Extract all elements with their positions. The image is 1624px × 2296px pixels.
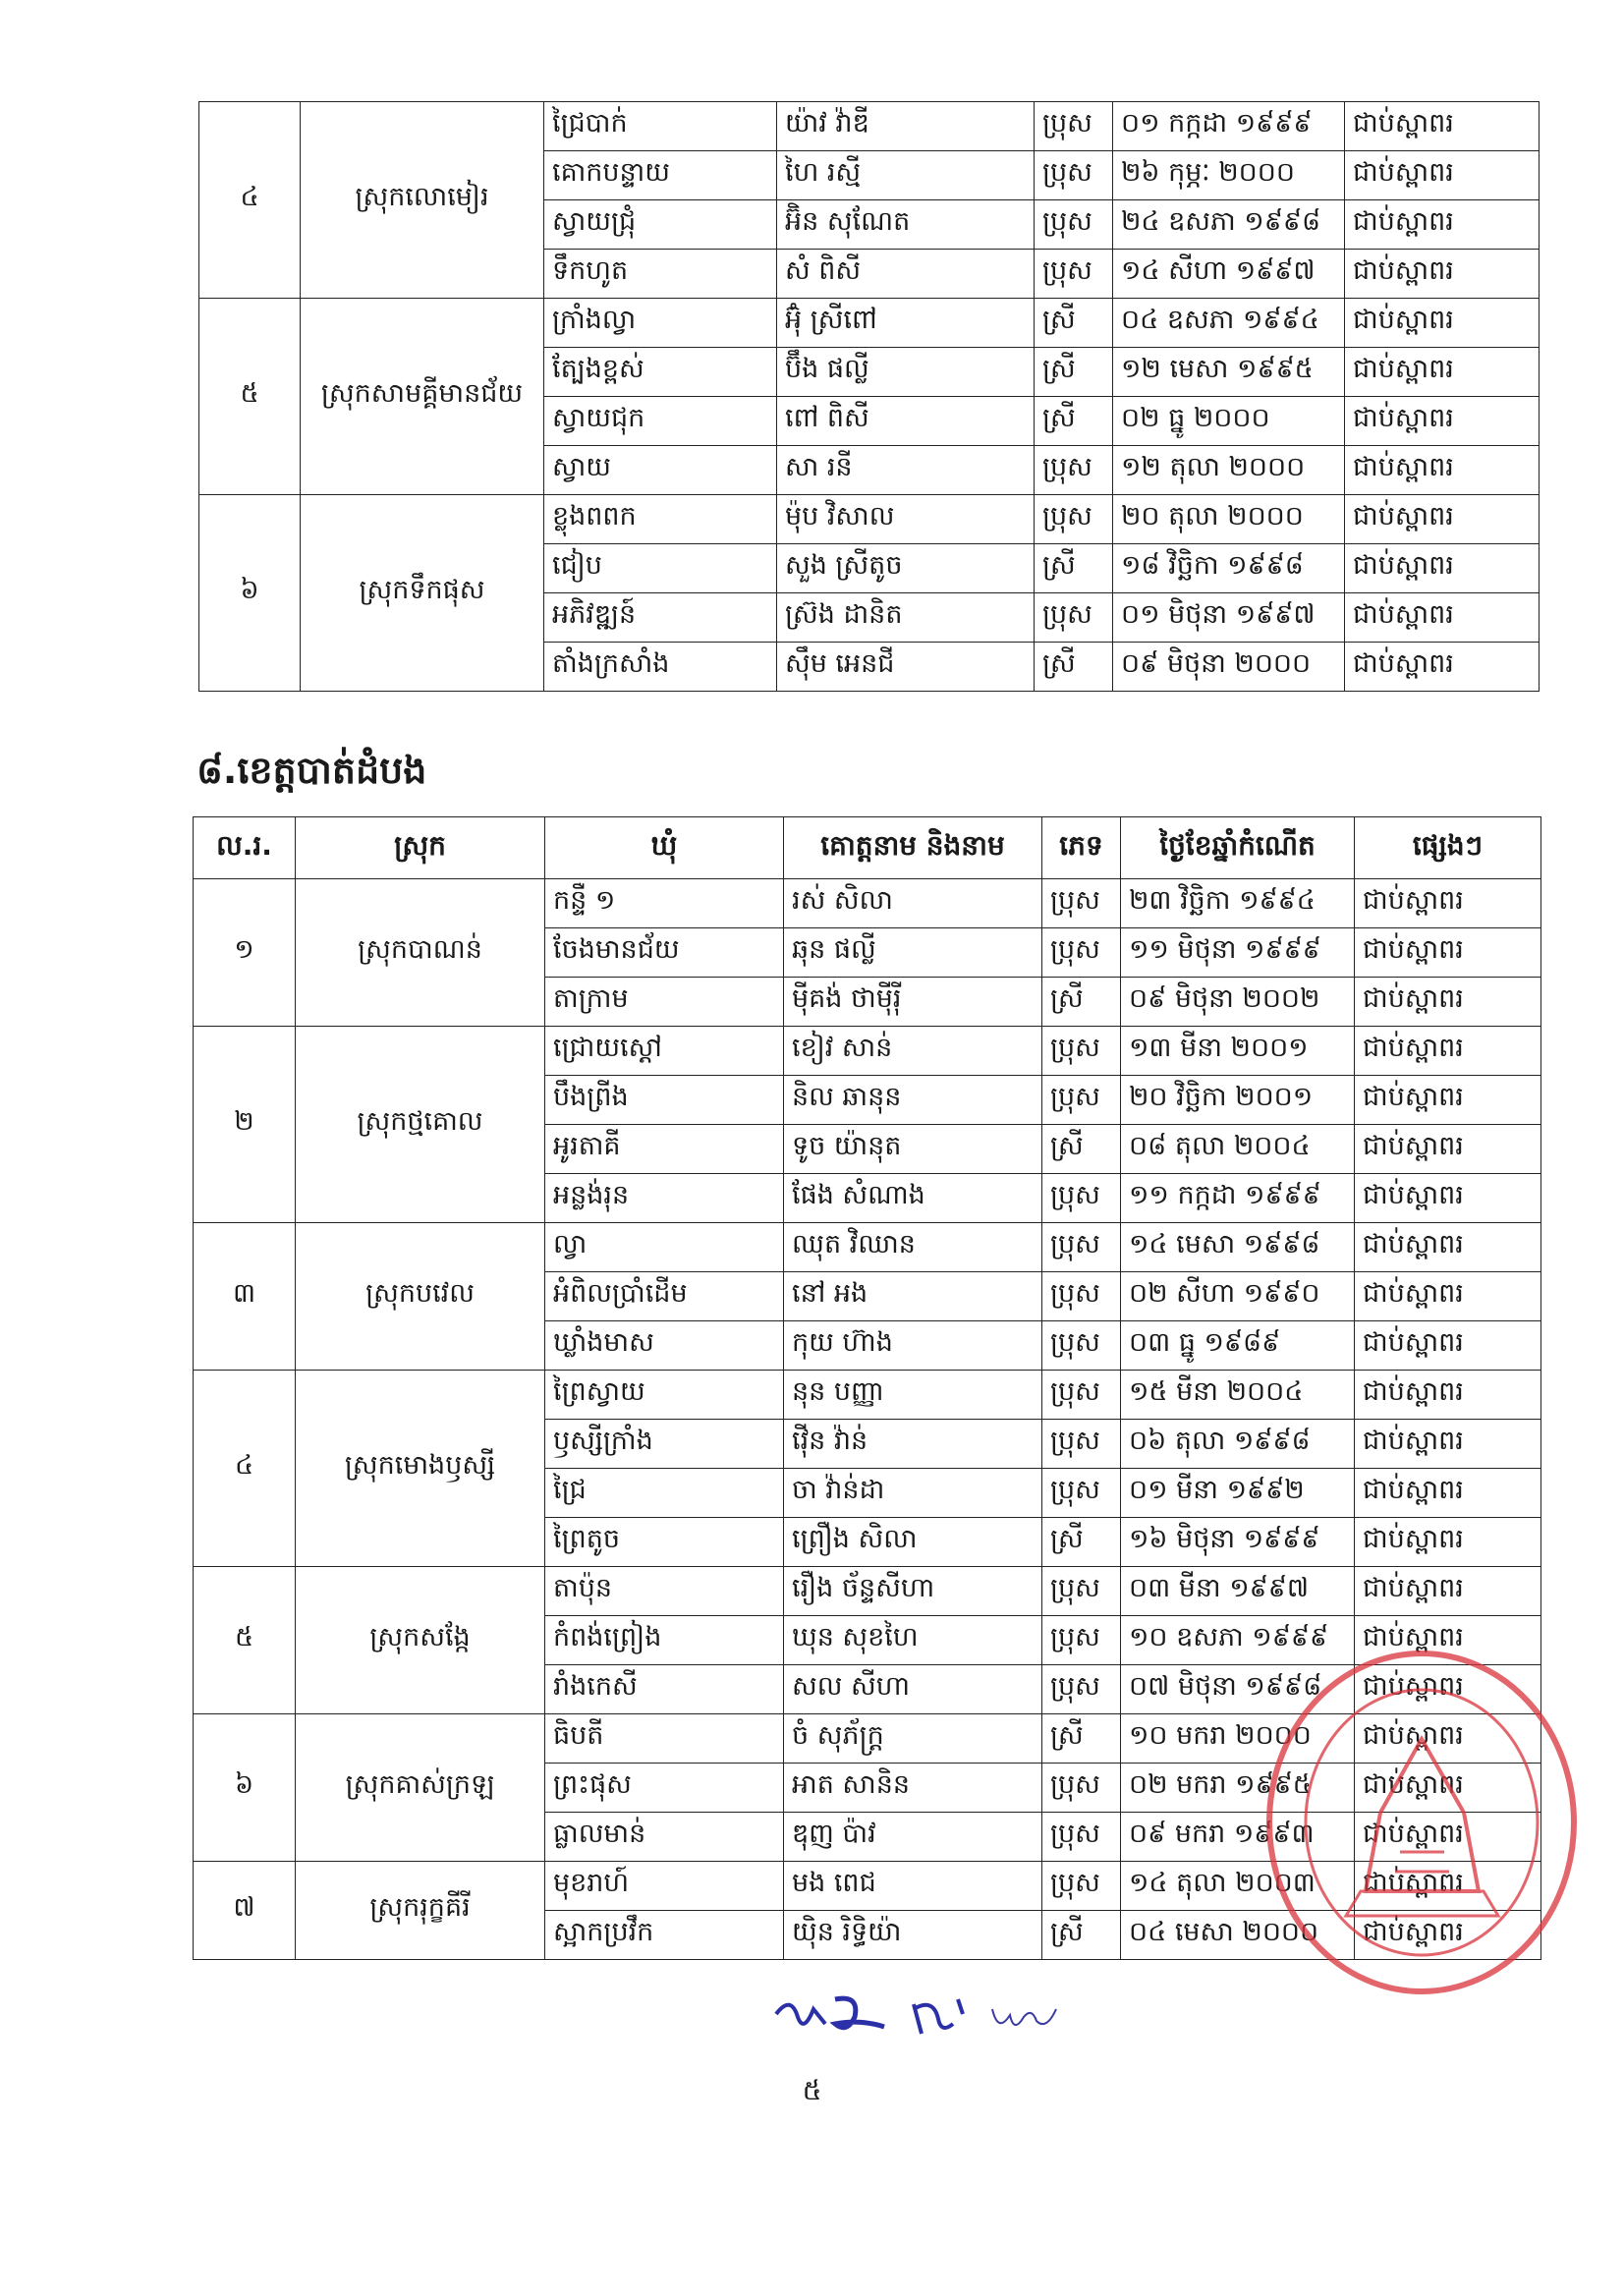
name-cell: រឿង ច័ន្ទសីហា [784,1567,1042,1616]
remarks-cell: ជាប់ស្ពាពរ [1345,643,1540,692]
remarks-cell: ជាប់ស្ពាពរ [1355,1567,1541,1616]
table-row [194,1567,1541,1616]
sex-cell: ប្រុស [1042,1567,1121,1616]
remarks-cell: ជាប់ស្ពាពរ [1355,1616,1541,1665]
name-cell: អ៊ិន សុណែត [777,200,1035,250]
commune-cell: ធិបតី [545,1714,784,1764]
remarks-cell: ជាប់ស្ពាពរ [1355,1076,1541,1125]
header-name: គោត្តនាម និងនាម [784,817,1042,879]
handwritten-signatures [766,1980,1091,2052]
remarks-cell: ជាប់ស្ពាពរ [1355,1469,1541,1518]
commune-cell: ចែងមានជ័យ [545,928,784,978]
commune-cell: តាំងក្រសាំង [544,643,777,692]
remarks-cell: ជាប់ស្ពាពរ [1345,151,1540,200]
row-number: ៦ [194,1714,296,1862]
sex-cell: ប្រុស [1042,1223,1121,1272]
remarks-cell: ជាប់ស្ពាពរ [1355,1911,1541,1960]
commune-cell: ត្បែងខ្ពស់ [544,348,777,397]
sex-cell: ប្រុស [1042,1616,1121,1665]
name-cell: អាត សានិន [784,1764,1042,1813]
district-table-continued [198,101,1540,692]
dob-cell: ១១ កក្កដា ១៩៩៩ [1121,1174,1355,1223]
table-row [194,879,1541,928]
commune-cell: ជ្រៃបាក់ [544,102,777,151]
name-cell: ចំ សុភ័ក្ត្រ [784,1714,1042,1764]
name-cell: វ៉ើន វ៉ាន់ [784,1420,1042,1469]
table-row [194,1027,1541,1076]
header-sex: ភេទ [1042,817,1121,879]
sex-cell: ស្រី [1042,1518,1121,1567]
sex-cell: ប្រុស [1042,1174,1121,1223]
remarks-cell: ជាប់ស្ពាពរ [1355,1420,1541,1469]
sex-cell: ប្រុស [1042,1371,1121,1420]
name-cell: សួង ស្រីតូច [777,544,1035,593]
dob-cell: ១៣ មីនា ២០០១ [1121,1027,1355,1076]
district-cell: ស្រុកទឹកផុស [301,495,544,692]
name-cell: ឃុន សុខហៃ [784,1616,1042,1665]
commune-cell: ឫស្សីក្រាំង [545,1420,784,1469]
row-number: ៦ [199,495,301,692]
header-commune: ឃុំ [545,817,784,879]
dob-cell: ២៣ វិច្ឆិកា ១៩៩៤ [1121,879,1355,928]
dob-cell: ០២ មករា ១៩៩៥ [1121,1764,1355,1813]
district-cell: ស្រុកមោងឫស្សី [296,1371,545,1567]
sex-cell: ស្រី [1035,299,1113,348]
row-number: ៥ [199,299,301,495]
name-cell: ស្រ៊ង ដានិត [777,593,1035,643]
district-cell: ស្រុកសាមគ្គីមានជ័យ [301,299,544,495]
commune-cell: ល្វា [545,1223,784,1272]
remarks-cell: ជាប់ស្ពាពរ [1345,593,1540,643]
name-cell: កុយ ហ៊ាង [784,1321,1042,1371]
remarks-cell: ជាប់ស្ពាពរ [1345,200,1540,250]
dob-cell: ១៨ វិច្ឆិកា ១៩៩៨ [1113,544,1345,593]
commune-cell: មុខរាហ៍ [545,1862,784,1911]
dob-cell: ១១ មិថុនា ១៩៩៩ [1121,928,1355,978]
name-cell: ម៉ីគង់ ថាម៉ីរ៉ី [784,978,1042,1027]
sex-cell: ប្រុស [1042,1862,1121,1911]
commune-cell: ស្អាកប្រវឹក [545,1911,784,1960]
dob-cell: ០២ សីហា ១៩៩០ [1121,1272,1355,1321]
name-cell: សល សីហា [784,1665,1042,1714]
sex-cell: ស្រី [1035,348,1113,397]
remarks-cell: ជាប់ស្ពាពរ [1345,250,1540,299]
sex-cell: ប្រុស [1035,250,1113,299]
name-cell: មង ពេជ [784,1862,1042,1911]
sex-cell: ប្រុស [1035,200,1113,250]
table-row [199,299,1540,348]
page-number: ៥ [802,2074,822,2106]
district-cell: ស្រុកថ្មគោល [296,1027,545,1223]
remarks-cell: ជាប់ស្ពាពរ [1355,978,1541,1027]
remarks-cell: ជាប់ស្ពាពរ [1355,1223,1541,1272]
official-seal [1262,1646,1582,2003]
remarks-cell: ជាប់ស្ពាពរ [1355,1272,1541,1321]
district-cell: ស្រុកលោមៀរ [301,102,544,299]
remarks-cell: ជាប់ស្ពាពរ [1355,1371,1541,1420]
sex-cell: ស្រី [1042,1911,1121,1960]
sex-cell: ប្រុស [1035,102,1113,151]
commune-cell: ស្វាយជ្រុំ [544,200,777,250]
table-row [194,1223,1541,1272]
remarks-cell: ជាប់ស្ពាពរ [1355,1714,1541,1764]
sex-cell: ប្រុស [1042,1272,1121,1321]
name-cell: យ៉ាវ វ៉ាឌី [777,102,1035,151]
remarks-cell: ជាប់ស្ពាពរ [1345,299,1540,348]
name-cell: សា រនី [777,446,1035,495]
remarks-cell: ជាប់ស្ពាពរ [1355,1764,1541,1813]
dob-cell: ០៧ មិថុនា ១៩៩៨ [1121,1665,1355,1714]
commune-cell: ខ្លុងពពក [544,495,777,544]
dob-cell: ១៦ មិថុនា ១៩៩៩ [1121,1518,1355,1567]
dob-cell: ០១ កក្កដា ១៩៩៩ [1113,102,1345,151]
name-cell: ផែង សំណាង [784,1174,1042,1223]
commune-cell: ជ្រៃ [545,1469,784,1518]
row-number: ៣ [194,1223,296,1371]
row-number: ៤ [199,102,301,299]
table-row [194,1371,1541,1420]
name-cell: ព្រឿង សិលា [784,1518,1042,1567]
commune-cell: ធ្លាលមាន់ [545,1813,784,1862]
sex-cell: ប្រុស [1042,1665,1121,1714]
seal-icon [1262,1646,1582,1999]
sex-cell: ប្រុស [1042,1469,1121,1518]
dob-cell: ១៤ តុលា ២០០៣ [1121,1862,1355,1911]
commune-cell: ជៀប [544,544,777,593]
commune-cell: ស្វាយជុក [544,397,777,446]
sex-cell: ស្រី [1035,397,1113,446]
name-cell: សំ ពិសី [777,250,1035,299]
dob-cell: ១០ មករា ២០០០ [1121,1714,1355,1764]
dob-cell: ១៥ មីនា ២០០៤ [1121,1371,1355,1420]
remarks-cell: ជាប់ស្ពាពរ [1355,1518,1541,1567]
row-number: ៤ [194,1371,296,1567]
remarks-cell: ជាប់ស្ពាពរ [1355,1321,1541,1371]
name-cell: ប៊ឹង ផល្លី [777,348,1035,397]
row-number: ១ [194,879,296,1027]
name-cell: និល ឆានុន [784,1076,1042,1125]
dob-cell: ១០ ឧសភា ១៩៩៩ [1121,1616,1355,1665]
remarks-cell: ជាប់ស្ពាពរ [1355,1174,1541,1223]
name-cell: ទូច យ៉ានុត [784,1125,1042,1174]
header-remarks: ផ្សេងៗ [1355,817,1541,879]
dob-cell: ០៤ ឧសភា ១៩៩៤ [1113,299,1345,348]
name-cell: យ៉ិន រិទ្ធិយ៉ា [784,1911,1042,1960]
commune-cell: តាប៉ុន [545,1567,784,1616]
district-cell: ស្រុកបាណន់ [296,879,545,1027]
name-cell: ខៀវ សាន់ [784,1027,1042,1076]
dob-cell: ០៣ ធ្នូ ១៩៨៩ [1121,1321,1355,1371]
header-dob: ថ្ងៃខែឆ្នាំកំណើត [1121,817,1355,879]
remarks-cell: ជាប់ស្ពាពរ [1345,495,1540,544]
remarks-cell: ជាប់ស្ពាពរ [1355,1027,1541,1076]
commune-cell: អូរតាគី [545,1125,784,1174]
sex-cell: ស្រី [1042,1714,1121,1764]
dob-cell: ២៤ ឧសភា ១៩៩៨ [1113,200,1345,250]
district-cell: ស្រុករុក្ខគីរី [296,1862,545,1960]
name-cell: ឆុន ផល្លី [784,928,1042,978]
dob-cell: ១៤ មេសា ១៩៩៨ [1121,1223,1355,1272]
commune-cell: រាំងកេសី [545,1665,784,1714]
name-cell: ហៃ រស្មី [777,151,1035,200]
dob-cell: ២០ តុលា ២០០០ [1113,495,1345,544]
commune-cell: ទឹកហូត [544,250,777,299]
name-cell: នៅ អង [784,1272,1042,1321]
commune-cell: ក្រាំងល្វា [544,299,777,348]
row-number: ២ [194,1027,296,1223]
header-no: ល.រ. [194,817,296,879]
commune-cell: អភិវឌ្ឍន៍ [544,593,777,643]
sex-cell: ប្រុស [1035,495,1113,544]
sex-cell: ប្រុស [1035,446,1113,495]
name-cell: ឈុត វិឈាន [784,1223,1042,1272]
dob-cell: ០៣ មីនា ១៩៩៧ [1121,1567,1355,1616]
dob-cell: ១២ តុលា ២០០០ [1113,446,1345,495]
remarks-cell: ជាប់ស្ពាពរ [1355,879,1541,928]
remarks-cell: ជាប់ស្ពាពរ [1355,1862,1541,1911]
district-cell: ស្រុកគាស់ក្រឡ [296,1714,545,1862]
sex-cell: ស្រី [1035,544,1113,593]
row-number: ៥ [194,1567,296,1714]
name-cell: ពៅ ពិសី [777,397,1035,446]
remarks-cell: ជាប់ស្ពាពរ [1355,1813,1541,1862]
dob-cell: ០៩ មិថុនា ២០០០ [1113,643,1345,692]
commune-cell: អំពិលប្រាំដើម [545,1272,784,1321]
sex-cell: ប្រុស [1042,1420,1121,1469]
district-cell: ស្រុកសង្កែ [296,1567,545,1714]
district-cell: ស្រុកបវេល [296,1223,545,1371]
name-cell: ឌុញ ប៉ាវ [784,1813,1042,1862]
sex-cell: ប្រុស [1042,1321,1121,1371]
name-cell: ចា វ៉ាន់ដា [784,1469,1042,1518]
dob-cell: ០៩ មករា ១៩៩៣ [1121,1813,1355,1862]
sex-cell: ប្រុស [1042,1076,1121,1125]
commune-cell: គោកបន្ទាយ [544,151,777,200]
commune-cell: ឃ្លាំងមាស [545,1321,784,1371]
name-cell: អ៊ុំ ស្រីពៅ [777,299,1035,348]
dob-cell: ០៨ តុលា ២០០៤ [1121,1125,1355,1174]
sex-cell: ប្រុស [1042,928,1121,978]
commune-cell: កំពង់ព្រៀង [545,1616,784,1665]
dob-cell: ០៩ មិថុនា ២០០២ [1121,978,1355,1027]
sex-cell: ស្រី [1042,1125,1121,1174]
sex-cell: ស្រី [1035,643,1113,692]
section-heading: ៨.ខេត្តបាត់ដំបង [196,749,427,792]
sex-cell: ប្រុស [1042,879,1121,928]
signature-icon [766,1980,1091,2048]
sex-cell: ស្រី [1042,978,1121,1027]
header-district: ស្រុក [296,817,545,879]
name-cell: ម៉ុប វិសាល [777,495,1035,544]
remarks-cell: ជាប់ស្ពាពរ [1345,446,1540,495]
sex-cell: ប្រុស [1035,151,1113,200]
name-cell: រស់ សិលា [784,879,1042,928]
dob-cell: ០១ មិថុនា ១៩៩៧ [1113,593,1345,643]
name-cell: ស៊ឹម អេនជី [777,643,1035,692]
dob-cell: ០១ មីនា ១៩៩២ [1121,1469,1355,1518]
commune-cell: ព្រៃតូច [545,1518,784,1567]
sex-cell: ប្រុស [1042,1027,1121,1076]
remarks-cell: ជាប់ស្ពាពរ [1345,544,1540,593]
remarks-cell: ជាប់ស្ពាពរ [1345,397,1540,446]
row-number: ៧ [194,1862,296,1960]
table-row [199,495,1540,544]
dob-cell: ១២ មេសា ១៩៩៥ [1113,348,1345,397]
dob-cell: ០៤ មេសា ២០០០ [1121,1911,1355,1960]
table-header-row [194,817,1541,879]
commune-cell: ព្រៃស្វាយ [545,1371,784,1420]
sex-cell: ប្រុស [1035,593,1113,643]
dob-cell: ២០ វិច្ឆិកា ២០០១ [1121,1076,1355,1125]
remarks-cell: ជាប់ស្ពាពរ [1355,1125,1541,1174]
name-cell: នុន បញ្ញា [784,1371,1042,1420]
dob-cell: ០៦ តុលា ១៩៩៨ [1121,1420,1355,1469]
dob-cell: ១៤ សីហា ១៩៩៧ [1113,250,1345,299]
commune-cell: ជ្រោយស្ដៅ [545,1027,784,1076]
remarks-cell: ជាប់ស្ពាពរ [1345,102,1540,151]
table1-body [199,102,1540,692]
commune-cell: តាក្រាម [545,978,784,1027]
remarks-cell: ជាប់ស្ពាពរ [1355,1665,1541,1714]
remarks-cell: ជាប់ស្ពាពរ [1355,928,1541,978]
commune-cell: បឹងព្រីង [545,1076,784,1125]
sex-cell: ប្រុស [1042,1764,1121,1813]
remarks-cell: ជាប់ស្ពាពរ [1345,348,1540,397]
sex-cell: ប្រុស [1042,1813,1121,1862]
dob-cell: ២៦ កុម្ភៈ ២០០០ [1113,151,1345,200]
table-row [199,102,1540,151]
commune-cell: អន្លង់រុន [545,1174,784,1223]
commune-cell: ស្វាយ [544,446,777,495]
dob-cell: ០២ ធ្នូ ២០០០ [1113,397,1345,446]
commune-cell: ព្រះផុស [545,1764,784,1813]
commune-cell: កន្ទឺ ១ [545,879,784,928]
